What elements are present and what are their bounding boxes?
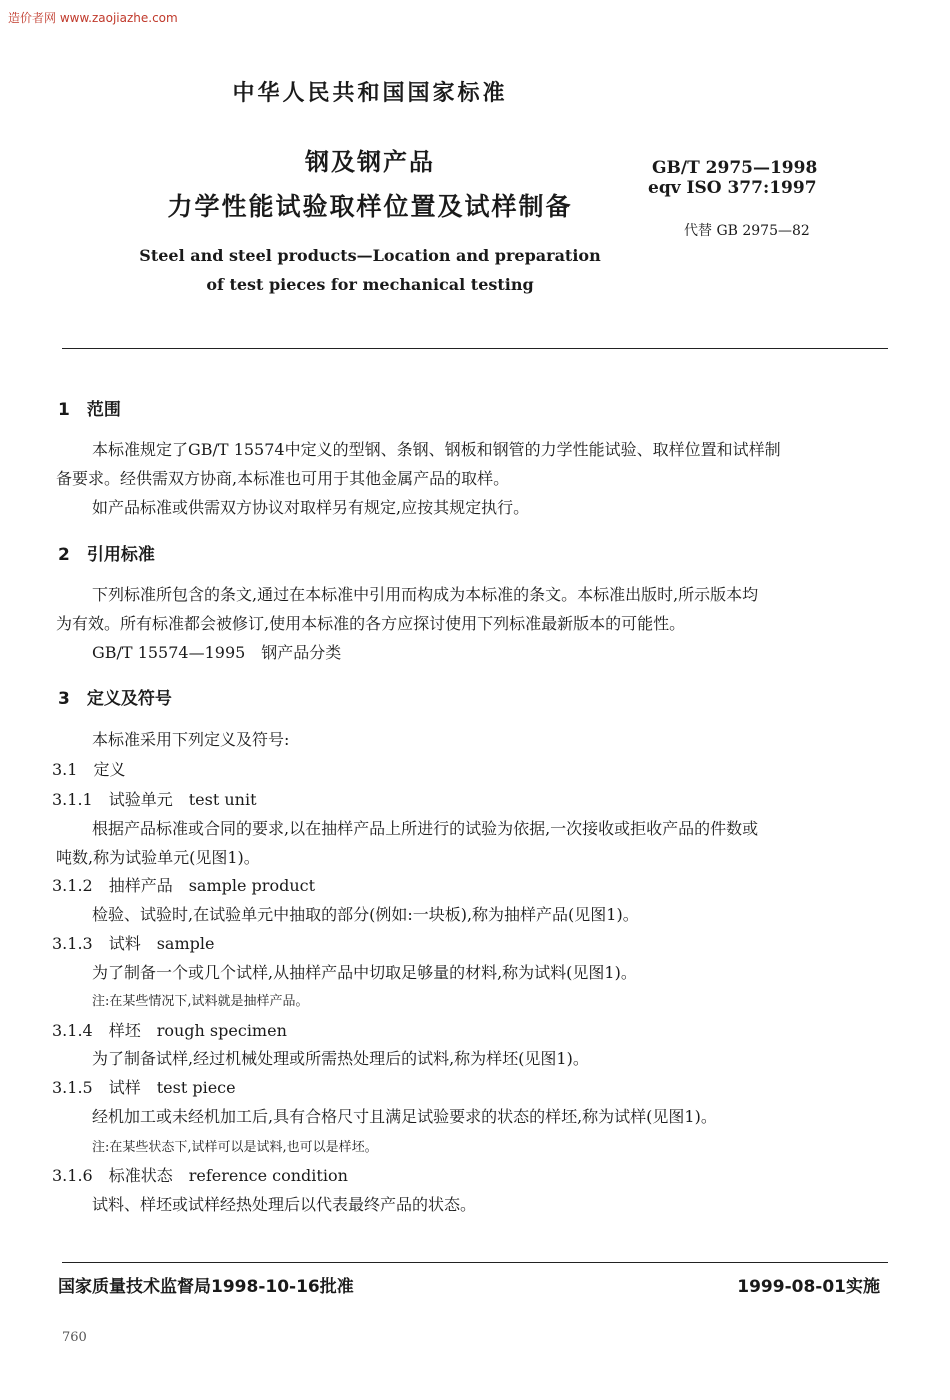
document-title-line2: 力学性能试验取样位置及试样制备 <box>167 192 573 221</box>
approval-info: 国家质量技术监督局1998-10-16批准 <box>58 1277 354 1297</box>
page-number: 760 <box>62 1330 87 1345</box>
subsection-3-1: 3.1 定义 <box>52 760 126 779</box>
section-2-reference: GB/T 15574—1995 钢产品分类 <box>92 643 342 662</box>
subsection-3-1-5-note: 注:在某些状态下,试样可以是试料,也可以是样坯。 <box>92 1140 378 1155</box>
subsection-3-1-1-text-b: 吨数,称为试验单元(见图1)。 <box>56 848 260 867</box>
subsection-3-1-2-title: 3.1.2 抽样产品 sample product <box>52 876 316 895</box>
subsection-3-1-3-text: 为了制备一个或几个试样,从抽样产品中切取足够量的材料,称为试料(见图1)。 <box>92 963 637 982</box>
standard-code: GB/T 2975—1998 <box>652 158 818 178</box>
subsection-3-1-3-title: 3.1.3 试料 sample <box>52 934 215 953</box>
section-1-paragraph-1b: 备要求。经供需双方协商,本标准也可用于其他金属产品的取样。 <box>56 469 510 488</box>
subsection-3-1-2-text: 检验、试验时,在试验单元中抽取的部分(例如:一块板),称为抽样产品(见图1)。 <box>92 905 639 924</box>
section-2-heading: 2 引用标准 <box>58 545 155 565</box>
header-divider <box>62 348 888 349</box>
document-title-line1: 钢及钢产品 <box>305 148 435 176</box>
subsection-3-1-5-text: 经机加工或未经机加工后,具有合格尺寸且满足试验要求的状态的样坯,称为试样(见图1)。 <box>92 1107 717 1126</box>
subsection-3-1-5-title: 3.1.5 试样 test piece <box>52 1078 236 1097</box>
section-3-intro: 本标准采用下列定义及符号: <box>92 730 290 749</box>
section-1-heading: 1 范围 <box>58 400 121 420</box>
replaces-standard: 代替 GB 2975—82 <box>684 223 810 239</box>
implementation-date: 1999-08-01实施 <box>737 1277 880 1297</box>
subsection-3-1-1-text-a: 根据产品标准或合同的要求,以在抽样产品上所进行的试验为依据,一次接收或拒收产品的件数或 <box>92 819 759 838</box>
iso-equivalent: eqv ISO 377:1997 <box>648 178 817 198</box>
section-2-paragraph-1a: 下列标准所包含的条文,通过在本标准中引用而构成为本标准的条文。本标准出版时,所示版本均 <box>92 585 759 604</box>
subsection-3-1-6-text: 试料、样坯或试样经热处理后以代表最终产品的状态。 <box>92 1195 477 1214</box>
section-1-paragraph-2: 如产品标准或供需双方协议对取样另有规定,应按其规定执行。 <box>92 498 530 517</box>
footer-divider <box>62 1262 888 1263</box>
section-3-heading: 3 定义及符号 <box>58 689 172 709</box>
watermark-text: 造价者网 www.zaojiazhe.com <box>8 11 178 25</box>
subsection-3-1-4-text: 为了制备试样,经过机械处理或所需热处理后的试料,称为样坯(见图1)。 <box>92 1049 589 1068</box>
section-1-paragraph-1a: 本标准规定了GB/T 15574中定义的型钢、条钢、钢板和钢管的力学性能试验、取样位置和试样制 <box>92 440 781 459</box>
section-2-paragraph-1b: 为有效。所有标准都会被修订,使用本标准的各方应探讨使用下列标准最新版本的可能性。 <box>56 614 686 633</box>
english-title-line1: Steel and steel products—Location and preparation <box>139 246 601 265</box>
national-standard-label: 中华人民共和国国家标准 <box>232 81 508 106</box>
english-title-line2: of test pieces for mechanical testing <box>206 275 534 294</box>
subsection-3-1-1-title: 3.1.1 试验单元 test unit <box>52 790 257 809</box>
subsection-3-1-3-note: 注:在某些情况下,试料就是抽样产品。 <box>92 994 309 1009</box>
subsection-3-1-6-title: 3.1.6 标准状态 reference condition <box>52 1166 348 1185</box>
subsection-3-1-4-title: 3.1.4 样坯 rough specimen <box>52 1021 287 1040</box>
